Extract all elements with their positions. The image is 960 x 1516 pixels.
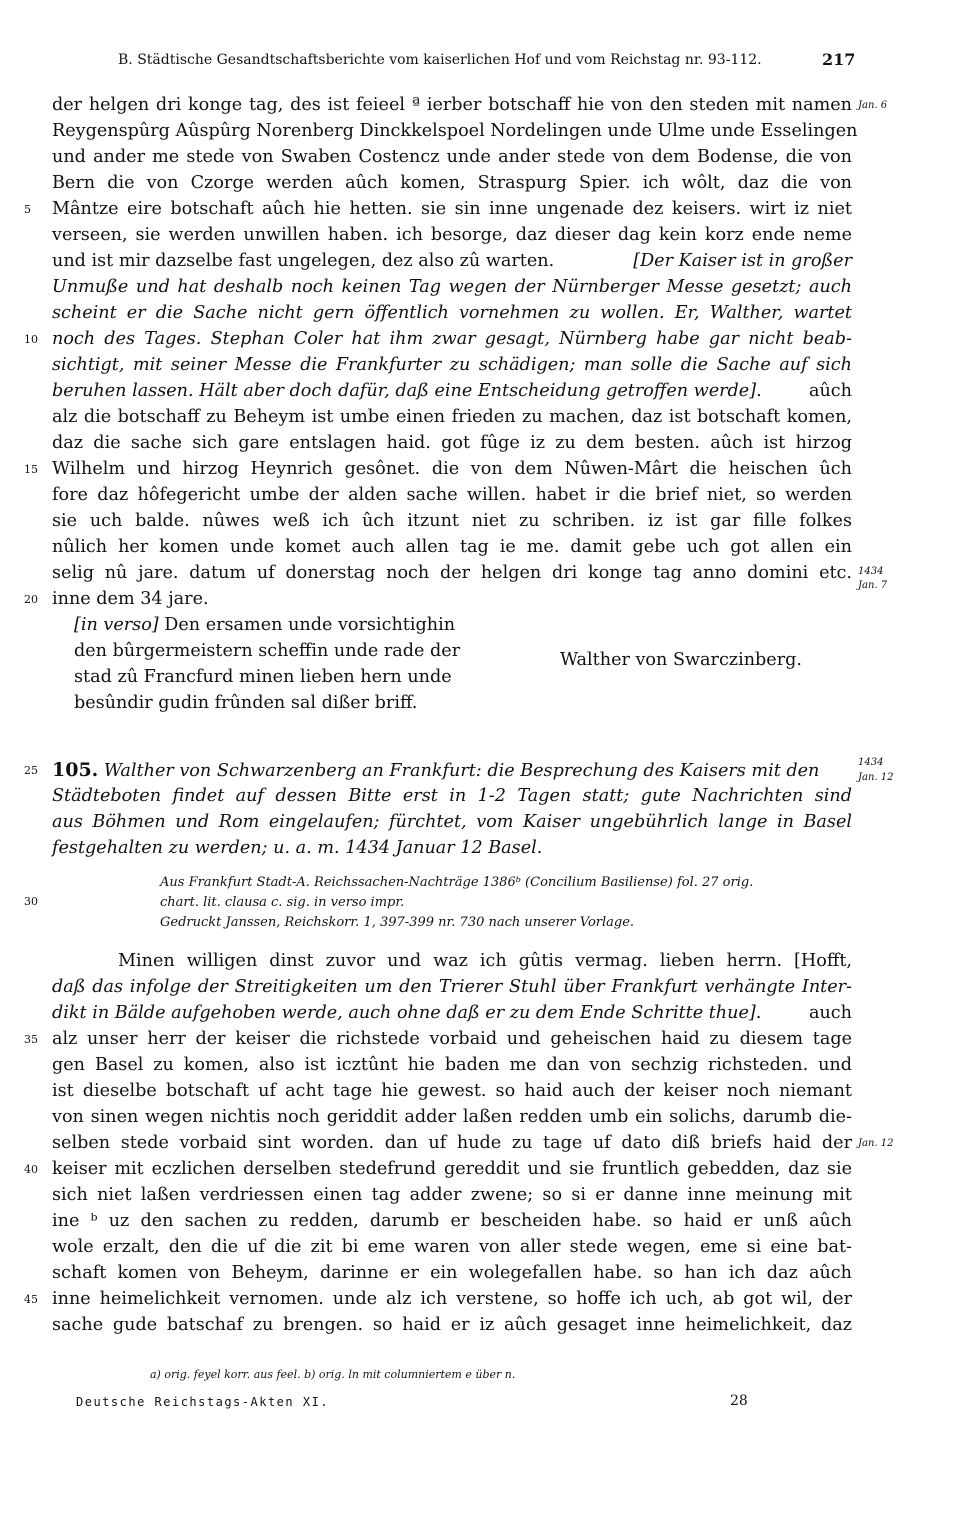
line-number: 30 [24,895,38,908]
regest-line: festgehalten zu werden; u. a. m. 1434 Januar 12 Basel. [52,838,543,858]
running-title: B. Städtische Gesandtschaftsberichte vom kaiserlichen Hof und vom Reichstag nr. 93-112. [118,52,762,68]
text-line: inne heimelichkeit vernomen. unde alz ich verstene, so hoffe ich uch, ab got wil, der [52,1289,852,1309]
margin-year: 1434 [858,566,884,577]
text-line: wole erzalt, den die uf die zit bi eme waren von aller stede wegen, eme si eine bat- [52,1237,852,1257]
line-number: 35 [24,1033,38,1046]
line-number: 25 [24,764,38,777]
text-line: fore daz hôfegericht umbe der alden sache willen. habet ir die brief niet, so werden [52,485,852,505]
text-line: Mântze eire botschaft aûch hie hetten. sie sin inne ungenade dez keisers. wirt iz niet [52,199,852,219]
text-segment-italic: dikt in Bälde aufgehoben werde, auch ohne daß er zu dem Ende Schritte thue]. [52,1003,762,1023]
text-line: ine ᵇ uz den sachen zu redden, darumb er bescheiden habe. so haid er unß aûch [52,1211,852,1231]
text-line: der helgen dri konge tag, des ist feieel ª ierber botschaff hie von den steden mit namen [52,95,852,115]
text-segment: und ist mir dazselbe fast ungelegen, dez also zû warten. [52,251,555,271]
text-line: sache gude batschaf zu brengen. so haid er iz aûch gesaget inne heimelichkeit, daz [52,1315,852,1335]
text-segment: aûch [808,381,852,401]
text-line: daz die sache sich gare entslagen haid. got fûge iz zu dem besten. aûch ist hirzog [52,433,852,453]
text-line-italic: sichtigt, mit seiner Messe die Frankfurter zu schädigen; man solle die Sache auf sich [52,355,852,375]
address-line: stad zû Francfurd minen lieben hern unde [74,667,452,687]
line-number: 10 [24,333,38,346]
margin-year: 1434 [858,757,884,768]
text-line: inne dem 34 jare. [52,589,209,609]
text-line: keiser mit eczlichen derselben stedefrund gereddit und sie fruntlich gebedden, daz sie [52,1159,852,1179]
text-segment-italic: [Der Kaiser ist in großer [633,251,852,271]
text-line: gen Basel zu komen, also ist icztûnt hie baden me dan von sechzig richsteden. und [52,1055,852,1075]
text-line-italic: noch des Tages. Stephan Coler hat ihm zwar gesagt, Nürnberg habe gar nicht beab- [52,329,852,349]
address-lead: [in verso] [74,615,159,635]
regest-line [52,757,852,784]
text-line: schaft komen von Beheym, darinne er ein wolegefallen habe. so han ich daz aûch [52,1263,852,1283]
margin-date: Jan. 7 [858,580,888,591]
source-note: chart. lit. clausa c. sig. in verso impr. [160,895,405,910]
line-number: 20 [24,593,38,606]
address-text: Den ersamen unde vorsichtighin [164,615,456,635]
text-line [52,1000,852,1026]
line-number: 45 [24,1293,38,1306]
text-line: selig nû jare. datum uf donerstag noch der helgen dri konge tag anno domini etc. [52,563,852,583]
footnotes: a) orig. feyel korr. aus feel. b) orig. ln mit columniertem e über n. [150,1368,516,1381]
text-line: Reygenspûrg Aûspûrg Norenberg Dinckkelspoel Nordelingen unde Ulme unde Esselingen [52,121,858,141]
address-line: den bûrgermeistern scheffin unde rade der [74,641,461,661]
text-line-italic: Unmuße und hat deshalb noch keinen Tag wegen der Nürnberger Messe gesetzt; auch [52,277,852,297]
regest-line: Städteboten findet auf dessen Bitte erst in 1-2 Tagen statt; gute Nachrichten sind [52,786,852,806]
source-note: Gedruckt Janssen, Reichskorr. 1, 397-399 nr. 730 nach unserer Vorlage. [160,915,635,930]
text-line [52,248,852,274]
text-line: Wilhelm und hirzog Heynrich gesônet. die von dem Nûwen-Mârt die heischen ûch [52,459,852,479]
address-line [74,612,474,638]
line-number: 5 [24,203,31,216]
text-line-italic: scheint er die Sache nicht gern öffentlich vornehmen zu wollen. Er, Walther, wartet [52,303,852,323]
source-note: Aus Frankfurt Stadt-A. Reichssachen-Nachträge 1386ᵇ (Concilium Basiliense) fol. 27 orig. [160,875,754,890]
text-line: alz die botschaff zu Beheym ist umbe einen frieden zu machen, daz ist botschaft komen, [52,407,852,427]
address-line: besûndir gudin frûnden sal dißer briff. [74,693,418,713]
text-line: sich niet laßen verdriessen einen tag adder zwene; so si er danne inne meinung mit [52,1185,852,1205]
line-number: 40 [24,1163,38,1176]
margin-date: Jan. 6 [858,100,888,111]
text-line: verseen, sie werden unwillen haben. ich besorge, daz dieser dag kein korz ende neme [52,225,852,245]
text-line: und ander me stede von Swaben Costencz unde ander stede von dem Bodense, die von [52,147,852,167]
margin-date: Jan. 12 [858,1138,894,1149]
text-line: von sinen wegen nichtis noch geriddit adder laßen redden umb ein solichs, darumb die- [52,1107,852,1127]
regest-text: Walther von Schwarzenberg an Frankfurt: die Besprechung des Kaisers mit den [103,761,820,781]
text-segment: auch [808,1003,852,1023]
text-line [52,378,852,404]
text-line: Bern die von Czorge werden aûch komen, Straspurg Spier. ich wôlt, daz die von [52,173,852,193]
margin-date: Jan. 12 [858,772,894,783]
document-number: 105. [52,759,99,781]
sheet-number: 28 [730,1393,748,1409]
text-line: ist dieselbe botschaft uf acht tage hie gewest. so haid auch der keiser noch niemant [52,1081,852,1101]
text-line: selben stede vorbaid sint worden. dan uf hude zu tage uf dato diß briefs haid der [52,1133,852,1153]
series-title: Deutsche Reichstags-Akten XI. [76,1395,330,1409]
text-segment-italic: beruhen lassen. Hält aber doch dafür, daß eine Entscheidung getroffen werde]. [52,381,762,401]
signature: Walther von Swarczinberg. [560,650,802,670]
text-line: alz unser herr der keiser die richstede vorbaid und geheischen haid zu diesem tage [52,1029,852,1049]
regest-line: aus Böhmen und Rom eingelaufen; fürchtet, vom Kaiser ungebührlich lange in Basel [52,812,852,832]
line-number: 15 [24,463,38,476]
text-line: sie uch balde. nûwes weß ich ûch itzunt niet zu schriben. iz ist gar fille folkes [52,511,852,531]
text-line: nûlich her komen unde komet auch allen tag ie me. damit gebe uch got allen ein [52,537,852,557]
page-number: 217 [822,50,856,69]
text-line: Minen willigen dinst zuvor und waz ich gûtis vermag. lieben herrn. [Hofft, [118,951,852,971]
text-line-italic: daß das infolge der Streitigkeiten um den Trierer Stuhl über Frankfurt verhängte Inter- [52,977,852,997]
